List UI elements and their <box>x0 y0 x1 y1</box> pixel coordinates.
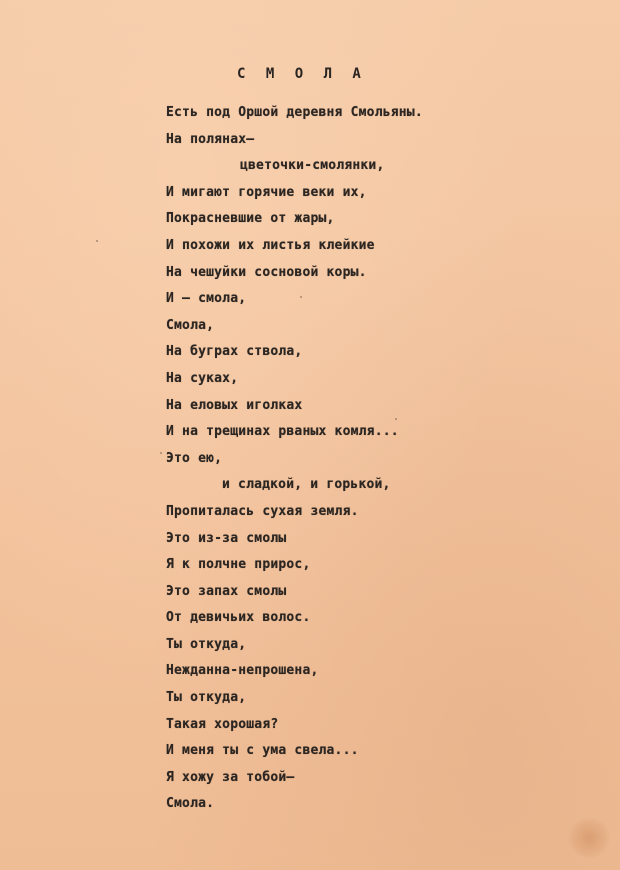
poem-line: От девичьих волос. <box>166 610 311 626</box>
paper-speck <box>395 418 397 420</box>
poem-line: Есть под Оршой деревня Смольяны. <box>166 105 423 120</box>
poem-line: И похожи их листья клейкие <box>166 237 375 253</box>
paper-speck <box>160 452 162 454</box>
poem-line: Смола, <box>166 317 215 333</box>
poem-line: Это запах смолы <box>166 583 287 599</box>
paper-speck <box>300 296 302 298</box>
poem-line: И на трещинах рваных комля... <box>166 424 399 440</box>
poem-line: Такая хорошая? <box>166 716 279 732</box>
poem-line: На еловых иголках <box>166 397 303 413</box>
poem-line: Это ею, <box>166 450 223 466</box>
poem-line: На полянах— <box>166 131 255 147</box>
poem-line: И меня ты с ума свела... <box>166 743 359 759</box>
poem-line: И мигают горячие веки их, <box>166 184 367 200</box>
poem-line: Смола. <box>166 796 215 812</box>
poem-body <box>166 100 586 818</box>
poem-line: цветочки-смолянки, <box>240 158 385 174</box>
poem-title: С М О Л А <box>237 66 367 82</box>
paper-speck <box>96 240 98 242</box>
paper-stain <box>568 818 610 858</box>
poem-line: Нежданна-непрошена, <box>166 663 319 679</box>
poem-line: Я к полчне прирос, <box>166 557 311 573</box>
poem-line: И — смола, <box>166 291 247 307</box>
poem-line: Я хожу за тобой— <box>166 769 295 785</box>
poem-line: Покрасневшие от жары, <box>166 211 335 227</box>
poem-line: На чешуйки сосновой коры. <box>166 264 367 280</box>
poem-line: Это из-за смолы <box>166 530 287 546</box>
poem-line: Ты откуда, <box>166 690 247 706</box>
poem-line: Пропиталась сухая земля. <box>166 503 359 519</box>
poem-line: и сладкой, и горькой, <box>222 477 391 493</box>
poem-line: На буграх ствола, <box>166 344 303 360</box>
poem-line: На суках, <box>166 370 239 386</box>
poem-line: Ты откуда, <box>166 636 247 652</box>
